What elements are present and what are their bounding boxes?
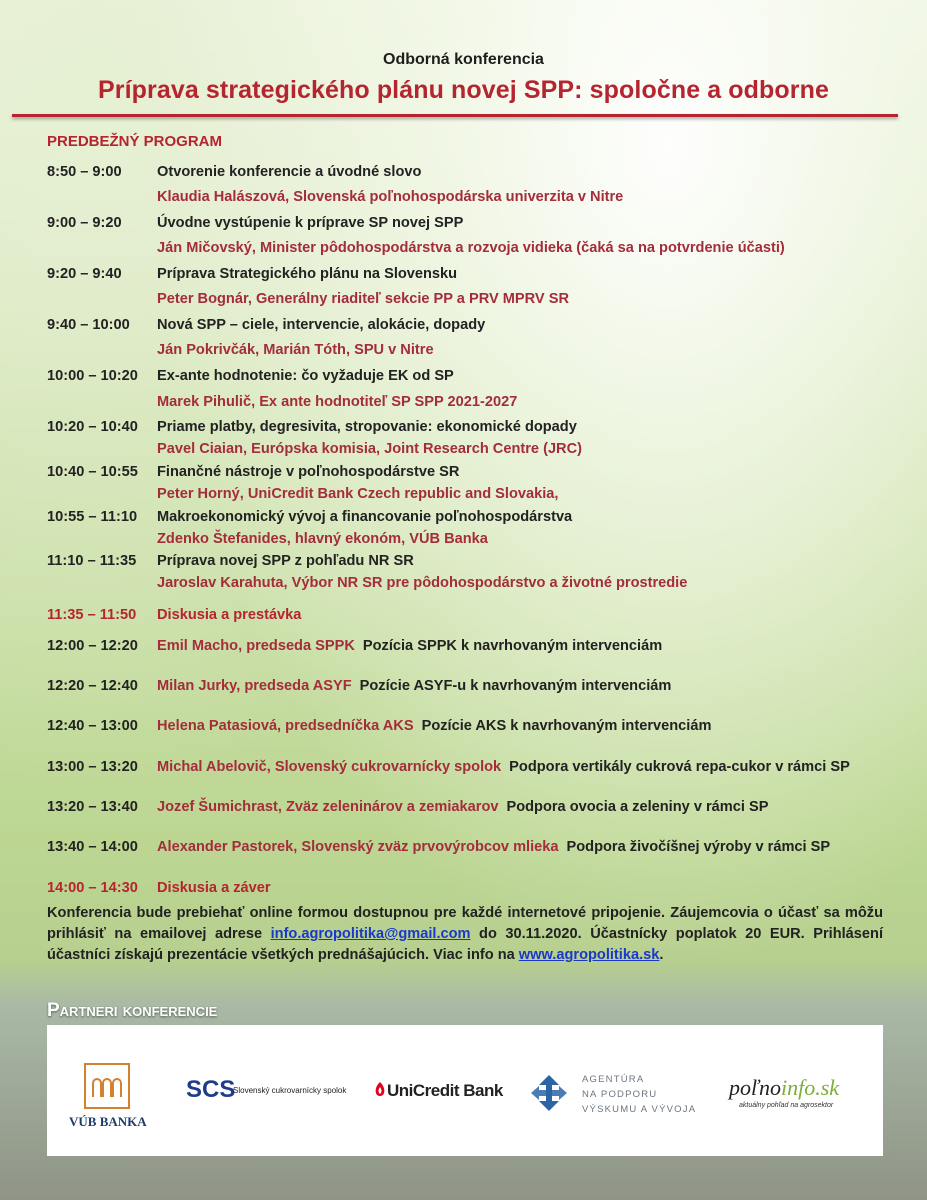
panel-content bbox=[157, 799, 768, 815]
program-speaker: Peter Bognár, Generálny riaditeľ sekcie PP a PRV MPRV SR bbox=[157, 291, 569, 307]
panel-topic: Podpora vertikály cukrová repa-cukor v rámci SP bbox=[509, 759, 850, 775]
panel-speaker: Emil Macho, predseda SPPK bbox=[157, 638, 355, 654]
info-text: Konferencia bude prebiehať online formou dostupnou pre každé internetové pripojenie. Záujemcovia o účasť sa môžu prihlásiť na emailovej adrese bbox=[47, 905, 883, 942]
scs-logo-mark: SCS bbox=[186, 1076, 236, 1103]
polnoinfo-tagline: aktuálny pohľad na agrosektor bbox=[739, 1102, 834, 1109]
panel-speaker: Helena Patasiová, predsedníčka AKS bbox=[157, 718, 414, 734]
apvv-logo-text bbox=[582, 1072, 696, 1117]
vub-logo-text: VÚB BANKA bbox=[69, 1114, 147, 1129]
panel-content bbox=[157, 839, 830, 855]
panel-content bbox=[157, 678, 671, 694]
program-speaker: Pavel Ciaian, Európska komisia, Joint Research Centre (JRC) bbox=[157, 441, 582, 457]
closing-time: 14:00 – 14:30 bbox=[47, 880, 138, 896]
program-time: 9:20 – 9:40 bbox=[47, 266, 122, 282]
program-time: 10:55 – 11:10 bbox=[47, 509, 138, 525]
program-speaker: Peter Horný, UniCredit Bank Czech republic and Slovakia, bbox=[157, 486, 559, 502]
program-time: 11:10 – 11:35 bbox=[47, 553, 137, 569]
program-topic: Úvodne vystúpenie k príprave SP novej SPP bbox=[157, 215, 464, 231]
website-link[interactable]: www.agropolitika.sk bbox=[518, 947, 660, 963]
program-time: 9:40 – 10:00 bbox=[47, 317, 130, 333]
program-topic: Finančné nástroje v poľnohospodárstve SR bbox=[157, 464, 460, 480]
break-label: Diskusia a prestávka bbox=[157, 607, 302, 623]
scs-logo-text: Slovenský cukrovarnícky spolok bbox=[233, 1086, 347, 1095]
program-time: 10:00 – 10:20 bbox=[47, 368, 138, 384]
program-topic: Priame platby, degresivita, stropovanie: ekonomické dopady bbox=[157, 419, 577, 435]
program-topic: Príprava novej SPP z pohľadu NR SR bbox=[157, 553, 414, 569]
polnoinfo-word: poľno bbox=[729, 1075, 782, 1100]
panel-time: 13:00 – 13:20 bbox=[47, 759, 138, 775]
partners-logos bbox=[47, 1025, 883, 1156]
unicredit-logo-text: UniCredit Bank bbox=[387, 1081, 503, 1100]
panel-time: 13:20 – 13:40 bbox=[47, 799, 138, 815]
apvv-line: AGENTÚRA bbox=[582, 1074, 645, 1085]
panel-time: 12:20 – 12:40 bbox=[47, 678, 138, 694]
unicredit-logo-icon bbox=[373, 1081, 387, 1099]
panel-topic: Pozícia SPPK k navrhovaným intervenciám bbox=[362, 638, 663, 654]
program-speaker: Klaudia Halászová, Slovenská poľnohospodárska univerzita v Nitre bbox=[157, 189, 624, 205]
program-speaker: Marek Pihulič, Ex ante hodnotiteľ SP SPP 2021-2027 bbox=[157, 394, 518, 410]
program-time: 10:40 – 10:55 bbox=[47, 464, 138, 480]
partners-title: Partneri konferencie bbox=[47, 1000, 218, 1021]
panel-topic: Podpora ovocia a zeleniny v rámci SP bbox=[506, 799, 769, 815]
program-topic: Makroekonomický vývoj a financovanie poľnohospodárstva bbox=[157, 509, 573, 525]
vub-logo-icon bbox=[84, 1063, 130, 1109]
program-speaker: Ján Pokrivčák, Marián Tóth, SPU v Nitre bbox=[157, 342, 434, 358]
scs-logo-icon bbox=[185, 1075, 236, 1103]
apvv-logo-icon bbox=[529, 1073, 569, 1113]
title-divider bbox=[12, 114, 898, 117]
program-speaker: Zdenko Štefanides, hlavný ekonóm, VÚB Banka bbox=[157, 531, 488, 547]
program-speaker: Jaroslav Karahuta, Výbor NR SR pre pôdohospodárstvo a životné prostredie bbox=[157, 575, 688, 591]
panel-time: 12:00 – 12:20 bbox=[47, 638, 138, 654]
program-topic: Ex-ante hodnotenie: čo vyžaduje EK od SP bbox=[157, 368, 454, 384]
program-time: 8:50 – 9:00 bbox=[47, 164, 122, 180]
program-topic: Príprava Strategického plánu na Slovensku bbox=[157, 266, 458, 282]
conference-subtitle: Odborná konferencia bbox=[383, 51, 544, 68]
polnoinfo-accent: info.sk bbox=[781, 1075, 840, 1100]
program-time: 9:00 – 9:20 bbox=[47, 215, 122, 231]
panel-time: 12:40 – 13:00 bbox=[47, 718, 138, 734]
panel-speaker: Alexander Pastorek, Slovenský zväz prvovýrobcov mlieka bbox=[157, 839, 559, 855]
break-time: 11:35 – 11:50 bbox=[47, 607, 137, 623]
email-link[interactable]: info.agropolitika@gmail.com bbox=[270, 926, 471, 942]
info-text: . bbox=[659, 947, 664, 963]
panel-topic: Pozície ASYF-u k navrhovaným intervenciám bbox=[359, 678, 672, 694]
panel-content bbox=[157, 759, 850, 775]
apvv-line: VÝSKUMU A VÝVOJA bbox=[582, 1104, 697, 1115]
panel-speaker: Michal Abelovič, Slovenský cukrovarnícky spolok bbox=[157, 759, 502, 775]
info-text: do 30.11.2020. Účastnícky poplatok 20 EUR. Prihlásení účastníci získajú prezentácie všetkých prednášajúcich. Viac info na bbox=[47, 926, 883, 963]
panel-speaker: Milan Jurky, predseda ASYF bbox=[157, 678, 352, 694]
panel-content bbox=[157, 638, 662, 654]
panel-content bbox=[157, 718, 711, 734]
panel-time: 13:40 – 14:00 bbox=[47, 839, 138, 855]
program-speaker: Ján Mičovský, Minister pôdohospodárstva a rozvoja vidieka (čaká sa na potvrdenie účasti) bbox=[157, 240, 785, 256]
apvv-line: NA PODPORU bbox=[582, 1089, 658, 1100]
closing-label: Diskusia a záver bbox=[157, 880, 271, 896]
polnoinfo-logo-text bbox=[729, 1075, 839, 1101]
info-paragraph bbox=[47, 903, 883, 966]
program-time: 10:20 – 10:40 bbox=[47, 419, 138, 435]
program-topic: Nová SPP – ciele, intervencie, alokácie, dopady bbox=[157, 317, 486, 333]
panel-topic: Podpora živočíšnej výroby v rámci SP bbox=[566, 839, 831, 855]
panel-topic: Pozície AKS k navrhovaným intervenciám bbox=[421, 718, 712, 734]
program-label: PREDBEŽNÝ PROGRAM bbox=[47, 133, 223, 150]
conference-title: Príprava strategického plánu novej SPP: spoločne a odborne bbox=[98, 76, 829, 104]
program-topic: Otvorenie konferencie a úvodné slovo bbox=[157, 164, 422, 180]
panel-speaker: Jozef Šumichrast, Zväz zeleninárov a zemiakarov bbox=[157, 799, 499, 815]
